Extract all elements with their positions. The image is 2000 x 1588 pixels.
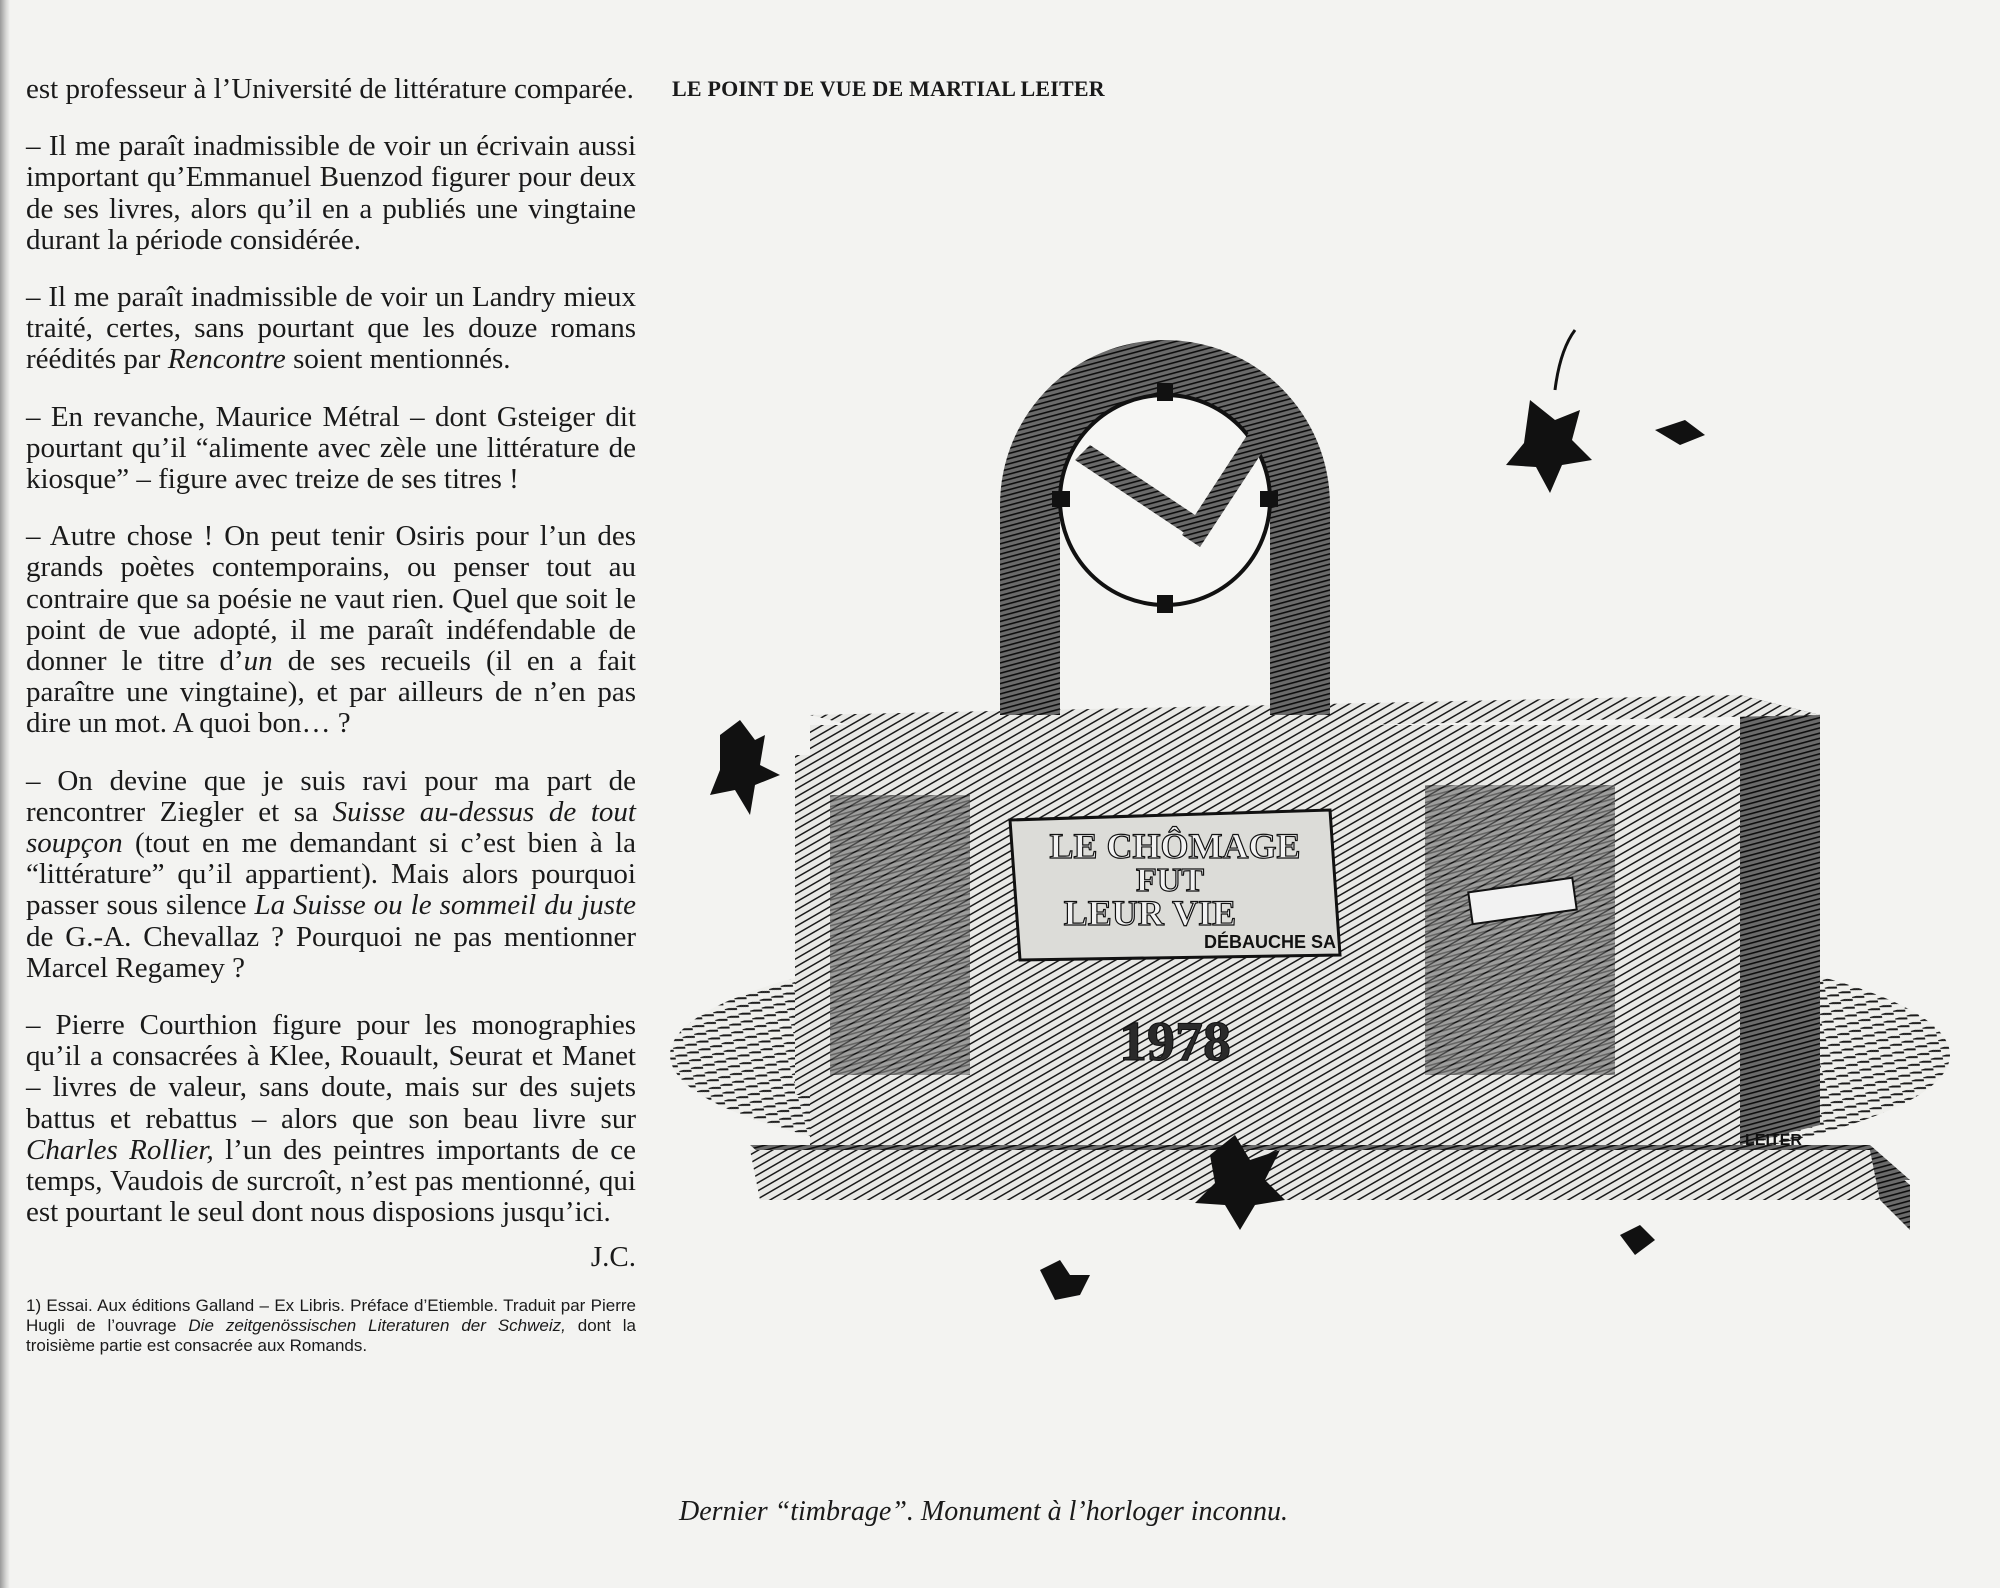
footnote-text-end: dont la troisième partie est consacrée aux Romands. xyxy=(26,1315,637,1355)
leaf-icon-3 xyxy=(710,720,780,815)
paragraph-7-text: – Pierre Courthion figure pour les monographies qu’il a consacrées à Klee, Rouault, Seurat et Manet – livres de valeur, sans doute, mais sur des sujets battus et rebattus – alors que son beau livre sur xyxy=(26,1009,636,1135)
paragraph-7-italic: Charles Rollier, xyxy=(26,1133,214,1166)
sign-line-2: FUT xyxy=(1136,862,1204,899)
paragraph-5 xyxy=(26,521,636,739)
inscription-plaque xyxy=(1010,810,1340,960)
illustration-caption: Dernier “timbrage”. Monument à l’horloger inconnu. xyxy=(679,1496,1288,1527)
paragraph-3-italic: Rencontre xyxy=(167,343,286,376)
article-text-column xyxy=(26,74,636,1356)
footnote xyxy=(26,1296,636,1356)
paragraph-4 xyxy=(26,402,636,496)
sign-line-1: LE CHÔMAGE xyxy=(1049,826,1301,866)
illustration-heading: LE POINT DE VUE DE MARTIAL LEITER xyxy=(672,76,1105,101)
page-edge-shadow xyxy=(0,0,10,1588)
paragraph-1 xyxy=(26,74,636,105)
leaf-icon xyxy=(1506,400,1592,493)
footnote-italic: Die zeitgenössischen Literaturen der Schweiz, xyxy=(188,1315,566,1335)
paragraph-3-text-end: soient mentionnés. xyxy=(285,343,511,376)
left-panel xyxy=(795,755,1005,1095)
sign-line-3: LEUR VIE xyxy=(1063,893,1237,933)
paragraph-6-italic-2: La Suisse ou le sommeil du juste xyxy=(254,889,636,922)
paragraph-3-text: – Il me paraît inadmissible de voir un Landry mieux traité, certes, sans pourtant que les douze romans réédités par xyxy=(26,281,636,376)
paragraph-1-text: est professeur à l’Université de littérature comparée. xyxy=(26,73,634,105)
right-panel xyxy=(1390,740,1650,1090)
paragraph-7-text-end: l’un des peintres importants de ce temps, Vaudois de surcroît, n’est pas mentionné, qui est pourtant le seul dont nous disposions jusqu’ici. xyxy=(26,1133,636,1229)
artist-signature: LEITER xyxy=(1745,1132,1802,1149)
leaf-icon-2 xyxy=(1655,420,1705,445)
paragraph-3 xyxy=(26,282,636,376)
paragraph-5-text-end: de ses recueils (il en a fait paraître une vingtaine), et par ailleurs de n’en pas dire un mot. A quoi bon… ? xyxy=(26,645,636,740)
paragraph-6-text-mid: (tout en me demandant si c’est bien à la “littérature” qu’il appartient). Mais alors pourquoi passer sous silence xyxy=(26,827,636,922)
paragraph-4-text: – En revanche, Maurice Métral – dont Gsteiger dit pourtant qu’il “alimente avec zèle une littérature de kiosque” – figure avec treize de ses titres ! xyxy=(26,400,636,496)
paragraph-6 xyxy=(26,766,636,984)
paragraph-5-text: – Autre chose ! On peut tenir Osiris pour l’un des grands poètes contemporains, ou penser tout au contraire que sa poésie ne vaut rien. Quel que soit le point de vue adopté, il me paraît indéfendable de donner le titre d’ xyxy=(26,520,636,678)
monument-base xyxy=(750,1145,1910,1230)
leaf-icon-6 xyxy=(1620,1225,1655,1255)
paragraph-7 xyxy=(26,1010,636,1228)
cartoon-monument-illustration xyxy=(670,295,1960,1350)
clock-arch xyxy=(1000,340,1330,715)
sign-small-text: DÉBAUCHE SA xyxy=(1203,932,1337,952)
paragraph-6-text-end: de G.-A. Chevallaz ? Pourquoi ne pas mentionner Marcel Regamey ? xyxy=(26,920,636,984)
monument-year: 1978 xyxy=(1119,1011,1231,1073)
paragraph-6-italic-1: Suisse au-dessus de tout soupçon xyxy=(26,795,636,860)
leaf-icon-5 xyxy=(1040,1260,1090,1300)
footnote-text: 1) Essai. Aux éditions Galland – Ex Libris. Préface d’Etiemble. Traduit par Pierre Hugli de l’ouvrage xyxy=(26,1295,636,1335)
paragraph-2 xyxy=(26,131,636,256)
paragraph-5-italic: un xyxy=(243,645,273,678)
author-signature: J.C. xyxy=(590,1240,636,1273)
paragraph-2-text: – Il me paraît inadmissible de voir un écrivain aussi important qu’Emmanuel Buenzod figurer pour deux de ses livres, alors qu’il en a publiés une vingtaine durant la période considérée. xyxy=(26,130,636,256)
paragraph-6-text: – On devine que je suis ravi pour ma part de rencontrer Ziegler et sa xyxy=(26,764,636,828)
